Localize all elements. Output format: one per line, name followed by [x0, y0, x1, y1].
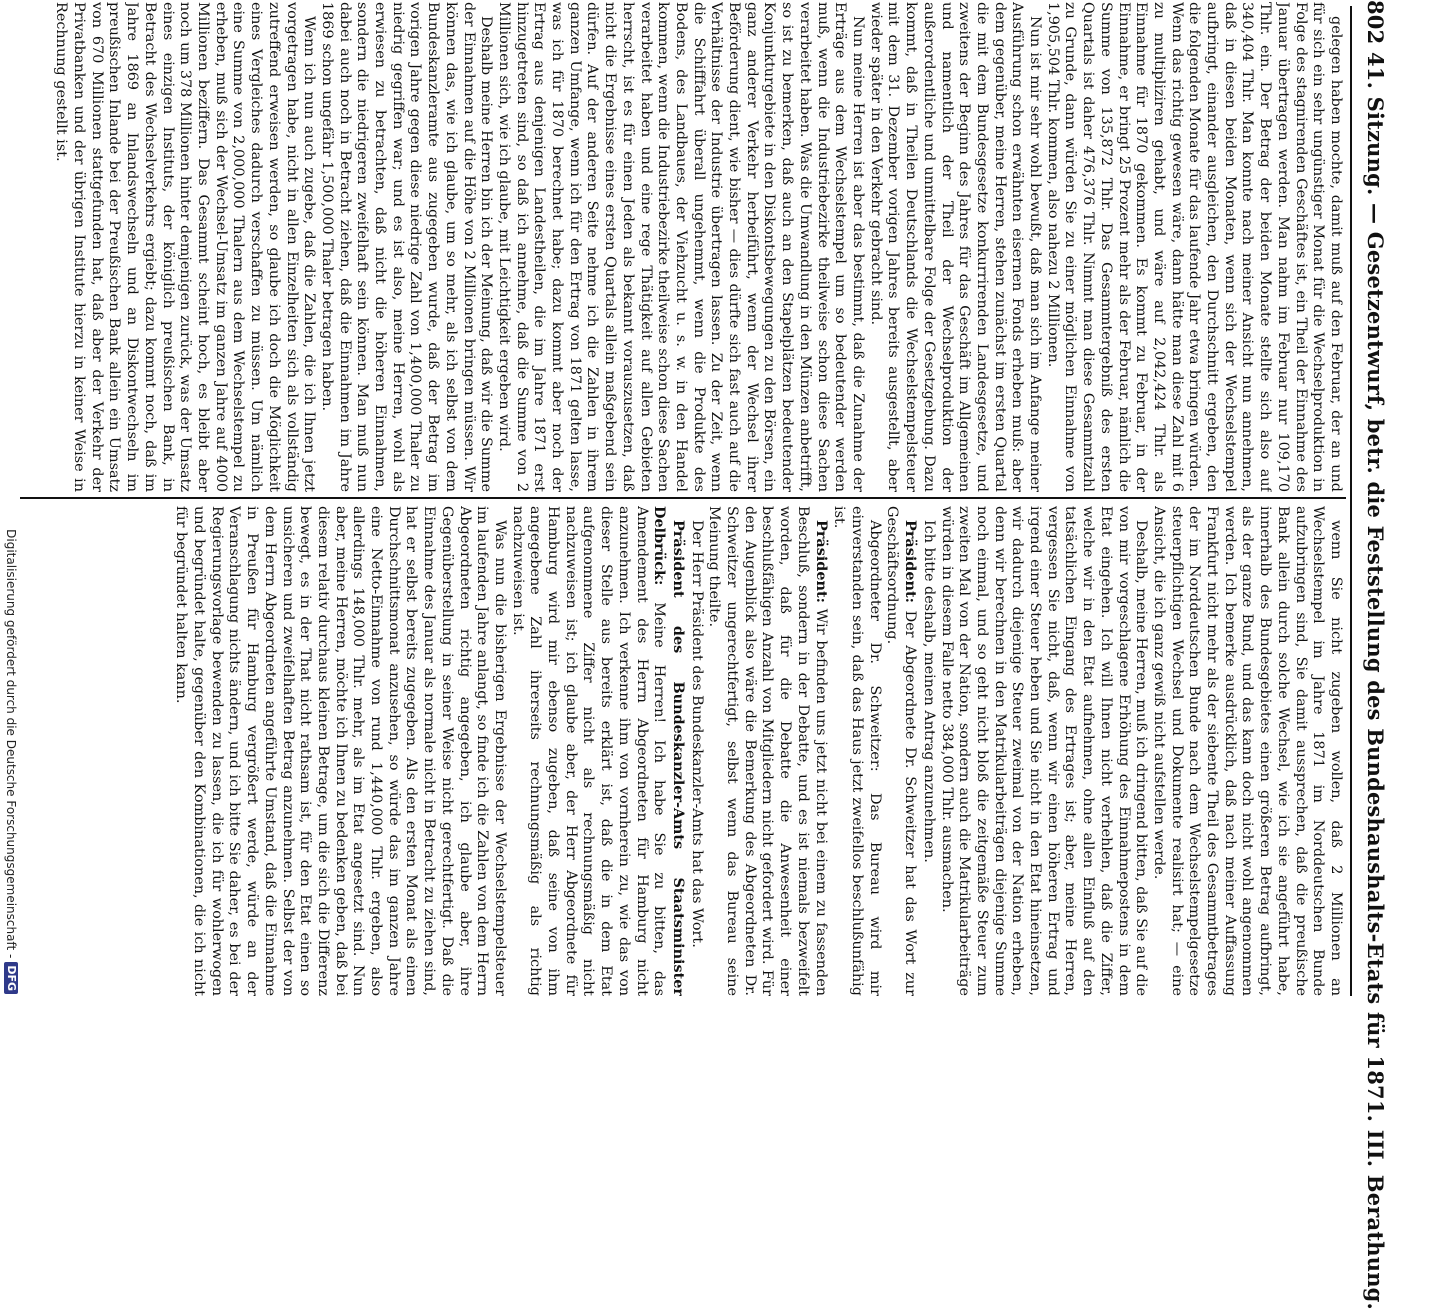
speaker-label: Präsident: — [812, 520, 830, 603]
paragraph — [317, 2, 494, 492]
paragraph — [172, 506, 508, 996]
paragraph — [883, 506, 919, 996]
paragraph — [937, 506, 1149, 996]
column-divider — [16, 497, 1346, 499]
paragraph-text: Deshalb meine Herren bin ich der Meinung, daß wir die Summe der Einnahmen auf die Höhe von 2 Millionen bringen müssen. Wir können das, wie ich glaube, um so mehr, als ich selbst von dem Bundeskanzleramte aus zugegeben wurde, daß der Betrag im vorigen Jahre gegen diese niedrige Zahl von 1,400,000 Thaler zu niedrig gegriffen war; und es ist also, meine Herren, wohl als erwiesen zu betrachten, daß nicht die höheren Einnahmen, sondern die niedrigeren zweifelhaft sein können. Man muß nun dabei auch noch in Betracht ziehen, daß die Einnahmen im Jahre 1869 schon ungefähr 1,500,000 Thaler betragen haben. — [318, 2, 495, 492]
paragraph-text: Ich bitte deshalb, meinen Antrag anzunehmen. — [920, 520, 937, 863]
page-header — [1363, 0, 1388, 1310]
paragraph-text: Abgeordneter Dr. Schweitzer: Das Bureau wird mir einverstanden sein, daß das Haus jetzt zweifellos beschlußunfähig ist. — [831, 506, 883, 996]
paragraph — [705, 506, 830, 996]
paragraph-text: wenn Sie nicht zugeben wollen, daß 2 Millionen an Wechselstempel im Jahre 1871 im Norddeutschen Bunde aufzubringen sind, Sie damit aussprechen, daß die preußische Bank allein durch solche Wechsel, wie ich sie angeführt habe, innerhalb des Bundesgebietes einen größeren Betrag aufbringt, als der ganze Bund, und das kann doch nicht wohl angenommen werden. Ich bemerke ausdrücklich, daß nach meiner Auffassung Frankfurt nicht mehr als der siebente Theil des Gesammtbetrages der im Norddeutschen Bunde nach dem Wechselstempelgesetze steuerpflichtigen Wechsel und Dokumente realisirt hat; — eine Ansicht, die ich ganz gewiß nicht aufstellen werde. — [1150, 506, 1344, 996]
dfg-logo: DFG — [4, 962, 18, 994]
paragraph-text: Nun ist mir sehr wohl bewußt, daß man sich im Anfange meiner Ausführung schon erwähnten eisernen Fonds erheben muß: aber dem gegenüber, meine Herren, stehen zunächst im ersten Quartal die mit dem Bundesgesetze konkurrirenden Landesgesetze, und zweitens der Beginn des Jahres für das Geschäft im Allgemeinen und namentlich der Theil der Wechselproduktion der außerordentliche und unmittelbare Folge der Gesetzgebung. Dazu kommt, daß in Theilen Deutschlands die Wechselstempelsteuer mit dem 31. Dezember vorigen Jahres bereits ausgestellt, aber wieder später in den Verkehr gebracht sind. — [867, 2, 1044, 492]
paragraph — [494, 2, 866, 492]
paragraph-text: Deshalb, meine Herren, muß ich dringend bitten, daß Sie auf die von mir vorgeschlagene Erhöhung des Einnahmepostens in dem Etat eingehen. Ich will Ihnen nicht verhehlen, daß die Ziffer, welche wir in den Etat aufnehmen, ohne allen Einfluß auf den tatsächlichen Eingang des Ertrages ist; aber, meine Herren, vergessen Sie nicht, daß, wenn wir einen höheren Ertrag und irgend einer Steuer heben und Sie nicht in den Etat hineinsetzen, wir dadurch diejenige Steuer zweimal von der Nation erheben, denn wir berechnen in den Matrikularbeiträgen diejenige Summe noch einmal, und so geht nicht bloß die zeitgemäße Steuer zum zweiten Mal von der Nation, sondern auch die Matrikularbeiträge würden in diesem Falle netto 384,000 Thlr. ausmachen. — [938, 506, 1150, 996]
speaker-label: Präsident des Bundeskanzler-Amts Staatsminister Delbrück: — [651, 506, 687, 996]
paragraph-text: Nun meine Herren ist aber das bestimmt, daß die Zunahme der Erträge aus dem Wechselstempel um so bedeutender werden muß, wenn die Industriebezirke theilweise schon diese Sachen verarbeitet haben. Was die Umwandlung in den Münzen anbetrifft, so ist zu bemerken, daß auch an den Stapelplätzen bedeutender Konjunkturgebiete in den Diskontsbewegungen zu den Börsen, ein ganz anderer Verkehr herbeiführt, wenn der Wechsel ihrer Beförderung dient, wie bisher — dies dürfte sich fast auch auf die Verhältnisse der Industrie übertragen lassen. Zu der Zeit, wenn die Schifffahrt überall ungehemmt, wenn die Produkte des Bodens, des Landbaues, der Viehzucht u. s. w. in den Handel kommen, wenn die Industriebezirke theilweise schon diese Sachen verarbeitet haben und eine rege Thätigkeit auf allen Gebieten herrscht, ist es für einen Jeden als bekannt vorauszusetzen, daß nicht die Ergebnisse eines ersten Quartals allein maßgebend sein dürfen. Auf der anderen Seite nehme ich die Zahlen in ihrem ganzen Umfange, wenn ich für den Ertrag von 1871 gelten lasse, was ich für 1870 berechnet habe; dazu kommt aber noch der Ertrag aus denjenigen Landestheilen, die im Jahre 1871 erst hinzugetreten sind, so daß ich annehme, daß die Summe von 2 Millionen sich, wie ich glaube, mit Leichtigkeit ergeben wird. — [495, 2, 867, 492]
text-column-left — [24, 2, 1344, 492]
paragraph — [830, 506, 883, 996]
digitization-credit — [2, 529, 20, 994]
paragraph-text: Was nun die bisherigen Ergebnisse der Wechselstempelsteuer im laufenden Jahre anlangt, so finde ich die Zahlen von dem Herrn Abgeordneten richtig angegeben, ich glaube aber, ihre Gegenüberstellung in seiner Weise nicht gerechtfertigt. Daß die Einnahme des Januar als normale nicht in Betracht zu ziehen sind, hat er selbst bereits zugegeben. Als den ersten Monat als einen Durchschnittsmonat anzusehen, so würde das im ganzen Jahre eine Netto-Einnahme von rund 1,440,000 Thlr. ergeben, also allerdings 148,000 Thlr. mehr, als im Etat angesetzt sind. Nun aber, meine Herren, möchte ich Ihnen zu bedenken geben, daß bei diesem relativ durchaus kleinen Betrage, um die sich die Differenz bewegt, es in der That nicht rathsam ist, für den Etat einen so unsicheren und zweifelhaften Betrag anzunehmen. Selbst der von dem Herrn Abgeordneten angeführte Umstand, daß die Einnahme in Preußen für Hamburg vergrößert werde, würde an der Veranschlagung nichts ändern, und ich bitte Sie daher, es bei der Regierungsvorlage bewenden zu lassen, die ich für wohlerwogen und begründet halte, gegenüber den Kombinationen, die ich nicht für begründet halten kann. — [173, 506, 508, 996]
paragraph-text: Der Herr Präsident des Bundeskanzler-Amts hat das Wort. — [688, 520, 705, 948]
paragraph-text: Der Abgeordnete Dr. Schweitzer hat das Wort zur Geschäftsordnung. — [884, 506, 919, 996]
credit-text: Digitalisierung gefördert durch die Deutsche Forschungsgemeinschaft - — [4, 529, 18, 959]
paragraph — [687, 506, 705, 996]
paragraph — [1043, 2, 1344, 492]
header-title: — Gesetzentwurf, betr. die Feststellung des Bundeshaushalts-Etats für 1871. III. Berathung. — [1363, 203, 1388, 1310]
session-label: 41. Sitzung. — [1363, 51, 1388, 196]
footer — [0, 0, 20, 1000]
paragraph — [508, 506, 687, 996]
header-rule — [1350, 6, 1352, 996]
paragraph-text: Wir befinden uns jetzt nicht bei einem zu fassenden Beschluß, sondern in der Debatte, und es ist niemals bezweifelt worden, daß für die Debatte die Anwesenheit einer beschlußfähigen Anzahl von Mitgliedern nicht gefordert wird. Für den Augenblick also wäre die Bemerkung des Abgeordneten Dr. Schweitzer ungerechtfertigt, selbst wenn das Bureau seine Meinung theilte. — [706, 506, 829, 996]
speaker-label: Präsident: — [902, 520, 920, 603]
paragraph-text: Meine Herren! Ich habe Sie zu bitten, das Amendement des Herrn Abgeordneten für Hamburg nicht anzunehmen. Ich verkenne ihm von vornherein zu, wie das von dieser Stelle aus bereits erklärt ist, daß die in dem Etat aufgenommene Ziffer nicht als rechnungsmäßig nicht nachzuweisen ist; ich glaube aber, der Herr Abgeordnete für Hamburg wird mir ebenso zugeben, daß seine von ihm angegebene Zahl ihrerseits rechnungsmäßig als richtig nachzuweisen ist. — [509, 506, 668, 996]
paragraph-text: Wenn ich nun auch zugebe, daß die Zahlen, die ich Ihnen jetzt vorgetragen habe, nicht in allen Einzelheiten sich als vollständig zutreffend erweisen werden, so glaube ich doch die Möglichkeit eines Vergleiches dadurch verschaffen zu müssen. Um nämlich eine Summe von 2,000,000 Thalern aus dem Wechselstempel zu erheben, muß sich der Wechsel-Umsatz im ganzen Jahre auf 4000 Millionen beziffern. Das Gesammt scheint hoch, es bleibt aber noch um 378 Millionen hinter demjenigen zurück, was der Umsatz eines einzigen Instituts, der königlich preußischen Bank, in Betracht des Wechselverkehrs ergiebt; dazu kommt noch, daß im Jahre 1869 an Inlandswechseln und an Diskontwechseln im preußischen Inlande bei der Preußischen Bank allein ein Umsatz von 670 Millionen stattgefunden hat, daß aber der Verkehr der Privatbanken und der übrigen Institute hierzu in keiner Weise in Rechnung gestellt ist. — [53, 2, 318, 492]
paragraph — [919, 506, 937, 996]
paragraph-text: gelegen haben mochte, damit muß auf den Februar, der an und für sich ein sehr ungünstiger Monat für die Wechselproduktion in Folge des stagnirenden Geschäftes ist, ein Theil der Einnahme des Januar übertragen werden. Man nahm im Februar nur 109,170 Thlr. ein. Der Betrag der beiden Monate stellte sich also auf 340,404 Thlr. Man konnte nach meiner Ansicht nun annehmen, daß in diesen beiden Monaten, wenn sich der Wechselstempel aufbringt, einander ausgleichen, den Durchschnitt ergeben, den die folgenden Monate für das laufende Jahr etwa bringen würden. Wenn das richtig gewesen wäre, dann hätte man diese Zahl mit 6 zu multipliziren gehabt, und wäre auf 2,042,424 Thlr. als Einnahme für 1870 gekommen. Es kommt zu Februar, in der Einnahme, er bringt 25 Prozent mehr als der Februar, nämlich die Summe von 135,872 Thlr. Das Gesammtergebniß des ersten Quartals ist daher 476,376 Thlr. Nimmt man diese Gesammtzahl zu Grunde, dann würden Sie zu einer möglichen Einnahme von 1,905,504 Thlr. kommen, also nahezu 2 Millionen. — [1044, 2, 1344, 492]
paragraph — [52, 2, 318, 492]
paragraph — [866, 2, 1043, 492]
paragraph — [1149, 506, 1344, 996]
text-column-right — [24, 506, 1344, 996]
page-number: 802 — [1363, 0, 1388, 45]
